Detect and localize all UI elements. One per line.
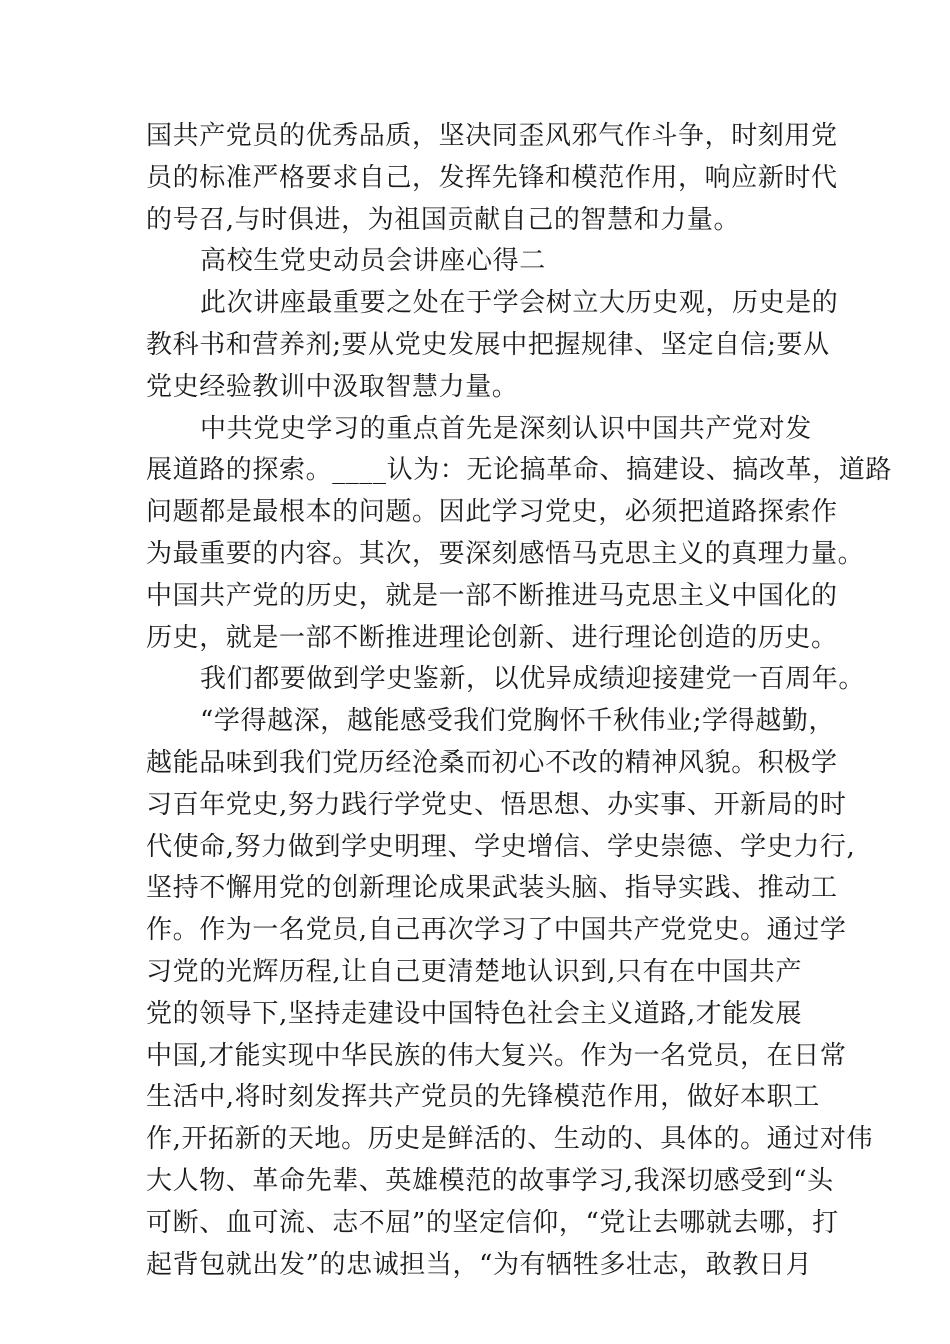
text-line: 生活中,将时刻发挥共产党员的先锋模范作用，做好本职工 (146, 1082, 820, 1113)
text-line: 党史经验教训中汲取智慧力量。 (146, 371, 519, 402)
paragraph-first-line: 此次讲座最重要之处在于学会树立大历史观，历史是的 (200, 288, 839, 319)
paragraph-first-line: 中共党史学习的重点首先是深刻认识中国共产党对发 (200, 413, 812, 444)
text-line: 问题都是最根本的问题。因此学习党史，必须把道路探索作 (146, 497, 838, 528)
paragraph-first-line: 我们都要做到学史鉴新，以优异成绩迎接建党一百周年。 (200, 664, 866, 695)
text-line: 中国共产党的历史，就是一部不断推进马克思主义中国化的 (146, 580, 838, 611)
text-line: 起背包就出发”的忠诚担当，“为有牺牲多壮志，敢教日月 (146, 1249, 813, 1280)
text-line: 党的领导下,坚持走建设中国特色社会主义道路,才能发展 (146, 998, 803, 1029)
text-line: 为最重要的内容。其次，要深刻感悟马克思主义的真理力量。 (146, 538, 865, 569)
text-line: 越能品味到我们党历经沧桑而初心不改的精神风貌。积极学 (146, 747, 838, 778)
text-line: 教科书和营养剂;要从党史发展中把握规律、坚定自信;要从 (146, 329, 830, 360)
text-line: 中国,才能实现中华民族的伟大复兴。作为一名党员，在日常 (146, 1040, 847, 1071)
text-line: 习百年党史,努力践行学党史、悟思想、办实事、开新局的时 (146, 789, 847, 820)
text-line: 坚持不懈用党的创新理论成果武装头脑、指导实践、推动工 (146, 873, 838, 904)
paragraph-first-line: “学得越深，越能感受我们党胸怀千秋伟业;学得越勤， (200, 706, 836, 737)
text-line: 习党的光辉历程,让自己更清楚地认识到,只有在中国共产 (146, 956, 803, 987)
text-line: 的号召,与时俱进，为祖国贡献自己的智慧和力量。 (146, 204, 741, 235)
text-line: 历史，就是一部不断推进理论创新、进行理论创造的历史。 (146, 622, 838, 653)
text-line: 大人物、革命先辈、英雄模范的故事学习,我深切感受到“头 (146, 1165, 834, 1196)
document-body (146, 116, 893, 1286)
text-line: 国共产党员的优秀品质，坚决同歪风邪气作斗争，时刻用党 (146, 121, 838, 151)
text-line: 展道路的探索。____认为：无论搞革命、搞建设、搞改革，道路 (146, 455, 893, 486)
text-line: 作。作为一名党员,自己再次学习了中国共产党党史。通过学 (146, 915, 847, 946)
text-line: 员的标准严格要求自己，发挥先锋和模范作用，响应新时代 (146, 162, 838, 193)
text-line: 作,开拓新的天地。历史是鲜活的、生动的、具体的。通过对伟 (146, 1124, 874, 1155)
text-line: 代使命,努力做到学史明理、学史增信、学史崇德、学史力行, (146, 831, 856, 862)
text-line: 可断、血可流、志不屈”的坚定信仰，“党让去哪就去哪，打 (146, 1207, 839, 1238)
section-heading: 高校生党史动员会讲座心得二 (200, 246, 546, 277)
